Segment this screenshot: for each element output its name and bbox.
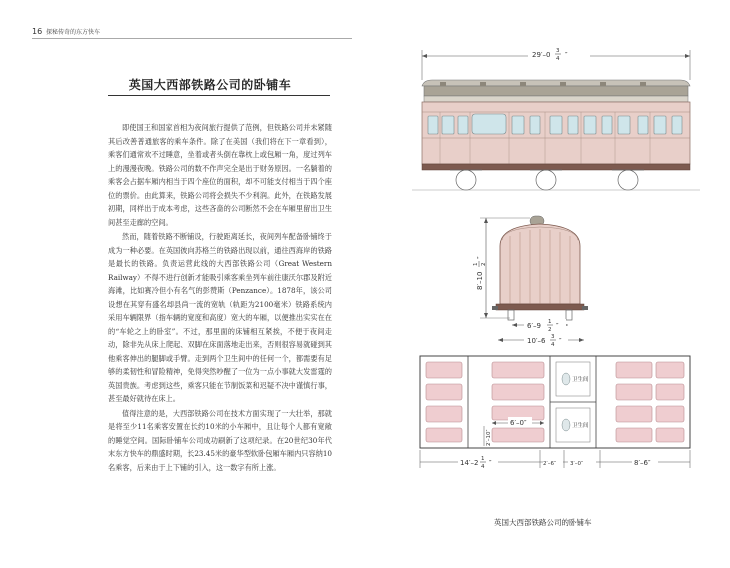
side-length-fraction-den: 4 [556,56,560,62]
article-title: 英国大西部铁路公司的卧铺车 [128,78,292,92]
bottom-dimension-1-frac-den: 4 [481,464,485,470]
paragraph: 值得注意的是，大西部铁路公司在技术方面实现了一大壮举，那就是将至少11名乘客安置在长约10米的小车厢中，且让每个人都有宽敞的睡觉空间。国际卧铺车公司成功刷新了这项纪录。在20世纪30年代末东方快车的鼎盛时期，长23.45米的豪华型软卧包厢车厢内只容纳10名乘客，后来由于上下铺的引入，这一数字有所上涨。 [108,408,332,472]
bottom-dimension-3: 3′–0″ [570,461,584,467]
svg-text:″: ″ [489,459,492,467]
toilet-label-top: 卫生间 [572,377,589,383]
outer-width-dimension: 10′–6 [527,337,546,345]
side-length-fraction-num: 3 [556,48,560,54]
paragraph: 即使国王和国家首相为夜间旅行提供了范例，但铁路公司并未紧随其后改善普通旅客的乘车条件。除了在美国（我们将在下一章看到），乘客们通常欢不过睡意，坐着或者头倒在靠枕上或包厢一角，度过列车上的漫漫夜晚。铁路公司的数不作声完全是出于财务原因。一名躺着的乘客会占据车厢内相当于四个座位的面积，却不可能支付相当于四个座位的票价。由此算来，铁路公司将会损失不少利润。此外，在铁路发展初期，同样出于成本考虑，这些吝啬的公司断然不会在车厢里留出卫生间甚至走廊的空间。 [108,123,332,227]
berth-width-dimension: 2′–10″ [486,429,492,446]
height-fraction-den: 2 [481,262,487,266]
inner-width-fraction-den: 2 [548,327,552,333]
outer-width-fraction-num: 3 [551,334,555,340]
bottom-dimension-2: 2′–6″ [543,461,557,467]
side-elevation [412,46,700,190]
svg-text:″: ″ [565,51,568,59]
figure-caption: 英国大西部铁路公司的卧铺车 [494,518,592,527]
svg-text:″: ″ [556,322,559,330]
bottom-dimension-4: 8′–6″ [634,459,651,467]
inner-width-fraction-num: 1 [548,319,552,325]
inner-width-dimension: 6′–9 [527,322,541,330]
side-length-dimension: 29′–0 [532,51,551,59]
running-header-title: 探秘传奇的东方快车 [46,29,101,36]
svg-text:″: ″ [476,256,484,259]
end-elevation [473,216,588,348]
svg-text:″: ″ [559,337,562,345]
bottom-dimension-1: 14′–2 [460,459,479,467]
toilet-label-bottom: 卫生间 [572,423,589,429]
height-dimension: 8′–10 [476,271,484,290]
corridor-dimension: 6′–0″ [510,419,527,427]
height-fraction-num: 1 [473,262,479,266]
bottom-dimension-1-frac-num: 1 [481,456,485,462]
page-number: 16 [32,27,43,36]
paragraph: 然而，随着铁路不断铺设，行驶距离延长，夜间列车配备卧铺终于成为一种必要。在英国彼向苏格兰的铁路出现以前，通往西海岸的铁路是最长的铁路。负责运营此线的大西部铁路公司（Great Western Railway）不得不进行创新才能吸引乘客乘坐列车前往康沃尔郡及附近海滩，比如赛冷但小有名气的彭赞斯（Penzance）。1878年，该公司设想在其穿有盛名却县尚一流的宽轨（轨距为2100毫米）铁路系统内采用车辆限界（指车辆的宽度和高度）宽大的车厢，以便推出实实在在的“车轮之上的卧室”。不过，那里面的床铺相互紧挨，不便于夜间走动，除非先从床上爬起、双脚在床面落地走出来，否则很容易就碰到其他乘客伸出的腿脚或手臂。走到两个卫生间中的任何一个，都需要有足够的柔韧性和冒险精神，免得突然吵醒了一位为一点小事就大发雷霆的英国贵族。考虑到这些，乘客只能在节制饭菜和迟疑不决中谨慎行事，甚至最好就待在床上。 [108,232,332,403]
outer-width-fraction-den: 4 [551,342,555,348]
floor-plan [420,356,690,470]
